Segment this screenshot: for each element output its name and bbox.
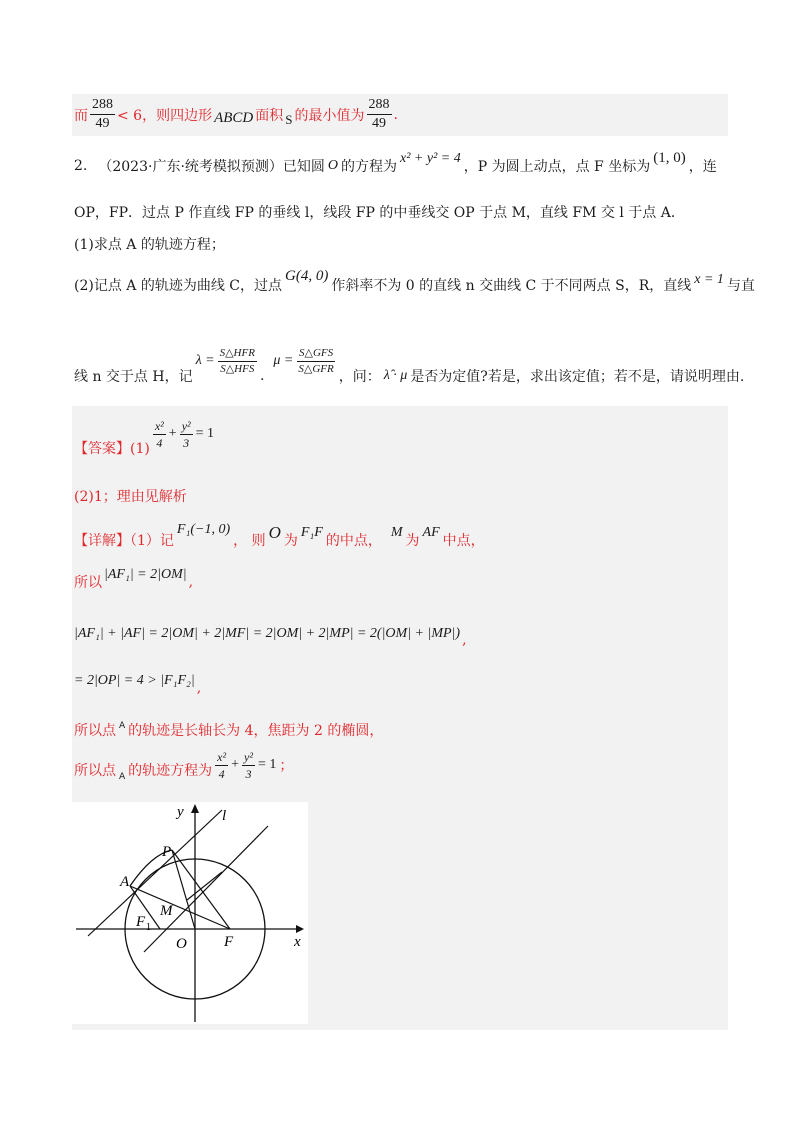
c2-x-den: 4	[218, 766, 225, 781]
mu-frac	[296, 348, 335, 375]
detail-o: O	[268, 523, 281, 542]
prev-ineq: < 6，则四边形	[117, 107, 213, 124]
answer-label: 【答案】(1)	[74, 441, 150, 457]
q3-part-a: 线 n 交于点 H，记	[74, 369, 193, 385]
segment-perp-bisector	[187, 872, 222, 900]
segment-op	[172, 850, 195, 929]
prev-frac	[90, 98, 115, 131]
answer-y-frac	[180, 420, 193, 449]
conclusion2-a: 所以点	[74, 763, 116, 779]
p-text: ，P 为圆上动点，点 F 坐标为	[463, 159, 651, 175]
point-g: G(4, 0)	[285, 267, 329, 284]
line-x-1: x = 1	[694, 272, 724, 287]
answer-y-den: 3	[183, 435, 190, 450]
prev-frac2	[367, 98, 392, 131]
conclusion2-b: 的轨迹方程为	[128, 763, 213, 779]
detail-so: 所以	[74, 575, 102, 591]
previous-answer-line	[74, 98, 398, 131]
eq-text: 的方程为	[341, 159, 398, 175]
label-f: F	[224, 934, 234, 950]
lambda-label: λ =	[195, 353, 215, 368]
prev-prefix: 而	[74, 107, 88, 124]
answer-y-num: y²	[181, 418, 191, 433]
answer-rhs: = 1	[195, 426, 215, 441]
question-2	[74, 267, 755, 295]
circle-o: O	[327, 158, 339, 173]
f-coordinate: (1, 0)	[653, 149, 686, 166]
lian-text: ，连	[688, 159, 717, 175]
detail-eq3: = 2|OP| = 4 > |F₁F₂|	[74, 673, 195, 688]
detail-eq1: |AF₁| = 2|OM|	[104, 567, 187, 582]
answer-line	[74, 410, 214, 458]
c2-y-num: y²	[244, 749, 253, 764]
lambda-mu: λ̂ · μ	[383, 368, 408, 383]
y-axis-arrow	[191, 804, 199, 813]
q2-part-c: 与直	[726, 278, 755, 294]
c2-rhs: = 1	[257, 757, 277, 772]
detail-is: 为	[283, 533, 298, 549]
detail-conclusion-1	[74, 720, 383, 740]
detail-af: AF	[422, 525, 440, 540]
prev-s: S	[285, 111, 293, 127]
q2-part-b: 作斜率不为 0 的直线 n 交曲线 C 于不同两点 S，R，直线	[331, 278, 692, 294]
problem-line2-text: OP，FP．过点 P 作直线 FP 的垂线 l，线段 FP 的中垂线交 OP 于点 M，直线 FM 交 l 于点 A．	[74, 205, 685, 221]
label-l: l	[222, 808, 227, 824]
answer-x-den: 4	[156, 435, 163, 450]
mu-num: S△GFS	[297, 348, 335, 362]
answer-x-frac	[153, 420, 166, 449]
label-o: O	[176, 936, 187, 952]
answer-part2-text: (2)1；理由见解析	[74, 489, 187, 505]
detail-line-2	[74, 567, 194, 592]
circle-equation: x² + y² = 4	[400, 151, 461, 166]
conclusion2-x-frac	[215, 751, 228, 780]
prev-frac2-num: 288	[367, 98, 392, 115]
detail-label: 【详解】（1）记	[74, 533, 174, 549]
problem-number: 2.	[74, 158, 88, 174]
problem-line-1	[74, 149, 717, 176]
answer-x-num: x²	[154, 418, 164, 433]
prev-frac-num: 288	[90, 98, 115, 115]
detail-line-3	[74, 620, 467, 648]
mu-den: S△GFR	[298, 362, 334, 375]
q2-part-a: (2)记点 A 的轨迹为曲线 C，过点	[74, 278, 283, 294]
lambda-frac	[218, 348, 257, 375]
label-f1-sub: 1	[146, 922, 151, 933]
question-2-continued: 线 n 交于点 H，记 λ = $\frac{\text{S△HFR}}{\text{S△HFS}}$ . μ = $\frac{\text{S△GFS}}{\text{S△GFR}}$ ，问： λ̂ · μ 是否为定值?若是，求出该定值；若不是，请说明理由.	[74, 346, 745, 385]
figure-svg	[72, 802, 308, 1024]
label-a: A	[120, 874, 130, 890]
conclusion2-A: A	[119, 772, 126, 782]
x-axis-arrow	[296, 925, 304, 933]
label-x: x	[294, 934, 301, 950]
question-1	[74, 234, 225, 254]
mu-label: μ =	[273, 353, 294, 368]
detail-conclusion-2	[74, 748, 293, 782]
label-m: M	[160, 903, 173, 919]
conclusion1-A: A	[119, 721, 126, 731]
prev-min-text: 的最小值为	[294, 107, 365, 124]
problem-source: （2023·广东·统考模拟预测）已知圆	[98, 159, 325, 175]
detail-eq2: |AF₁| + |AF| = 2|OM| + 2|MF| = 2|OM| + 2|MP| = 2(|OM| + |MP|)	[74, 626, 461, 641]
detail-midpoint2: 中点，	[442, 533, 485, 549]
q3-part-c: 是否为定值?若是，求出该定值；若不是，请说明理由.	[410, 369, 745, 385]
lambda-den: S△HFS	[220, 362, 255, 375]
prev-area-label: 面积	[255, 107, 284, 124]
f1-coordinate: F₁(−1, 0)	[176, 522, 231, 537]
c2-end: ；	[279, 758, 294, 774]
c2-y-den: 3	[245, 766, 252, 781]
detail-is2: 为	[405, 533, 420, 549]
conclusion1-b: 的轨迹是长轴长为 4，焦距为 2 的椭圆，	[128, 723, 384, 739]
answer-part-2	[74, 486, 187, 506]
prev-end: .	[393, 106, 398, 123]
label-y: y	[177, 804, 184, 820]
answer-plus: +	[168, 426, 177, 441]
detail-then: ， 则	[233, 533, 266, 549]
prev-shape: ABCD	[214, 110, 254, 126]
geometry-figure	[72, 802, 308, 1024]
c2-plus: +	[231, 757, 240, 772]
problem-line-2	[74, 202, 685, 222]
detail-comma2: ,	[462, 632, 467, 648]
detail-midpoint: 的中点，	[325, 533, 382, 549]
detail-line-4	[74, 666, 201, 696]
detail-m: M	[390, 525, 403, 540]
detail-f1f: F₁F	[300, 525, 323, 540]
label-p: P	[162, 844, 172, 860]
lambda-num: S△HFR	[218, 348, 257, 362]
question-1-text: (1)求点 A 的轨迹方程；	[74, 237, 225, 253]
conclusion1-a: 所以点	[74, 723, 116, 739]
detail-comma3: ,	[196, 680, 202, 696]
detail-comma: ,	[188, 574, 194, 590]
prev-frac-den: 49	[95, 116, 110, 131]
detail-line-1	[74, 516, 485, 550]
c2-x-num: x²	[217, 749, 227, 764]
q3-part-b: ，问：	[338, 369, 381, 385]
prev-frac2-den: 49	[372, 116, 386, 131]
label-f1: F	[136, 914, 146, 930]
conclusion2-y-frac	[242, 751, 255, 780]
